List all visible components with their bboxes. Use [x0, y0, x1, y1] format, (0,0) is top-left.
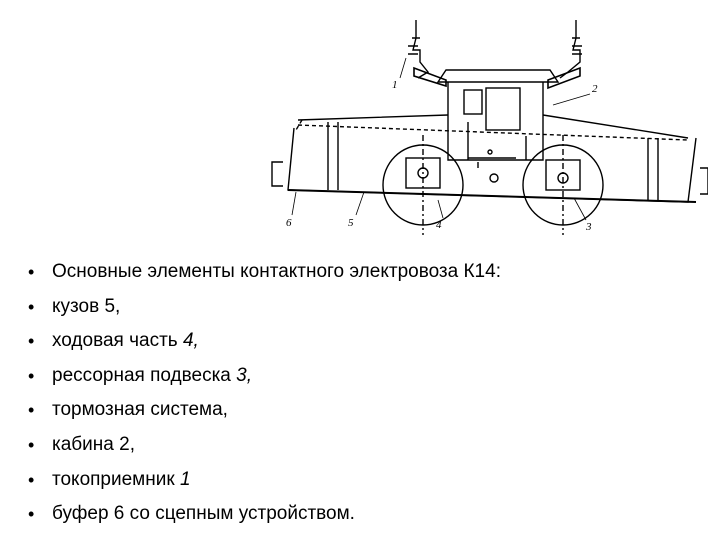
bullet-icon: • [28, 504, 35, 525]
bullet-icon: • [28, 331, 35, 352]
callout-1: 1 [392, 79, 398, 91]
bullet-icon: • [28, 262, 35, 282]
cabin [438, 70, 558, 160]
wheelset-front [383, 135, 463, 235]
list-item: • кузов 5, [28, 290, 501, 325]
callout-5: 5 [348, 217, 354, 229]
list-item: • кабина 2, [28, 428, 501, 463]
list-item: • буфер 6 со сцепным устройством. [28, 497, 501, 532]
bullet-icon: • [28, 400, 35, 421]
bullet-icon: • [28, 469, 35, 490]
callout-6: 6 [286, 217, 292, 229]
callout-3: 3 [586, 221, 592, 233]
locomotive-diagram [268, 10, 708, 235]
list-item: • Основные элементы контактного электровоза К14: [28, 255, 501, 290]
list-item: • тормозная система, [28, 393, 501, 428]
list-item: • рессорная подвеска 3, [28, 359, 501, 394]
callout-2: 2 [592, 83, 598, 95]
bullet-icon: • [28, 434, 35, 455]
list-item: • токоприемник 1 [28, 463, 501, 498]
bullet-icon: • [28, 296, 35, 317]
list-item: • ходовая часть 4, [28, 324, 501, 359]
bullet-icon: • [28, 365, 35, 386]
callout-4: 4 [436, 219, 442, 231]
wheelset-rear [523, 135, 603, 235]
component-list [28, 255, 501, 532]
